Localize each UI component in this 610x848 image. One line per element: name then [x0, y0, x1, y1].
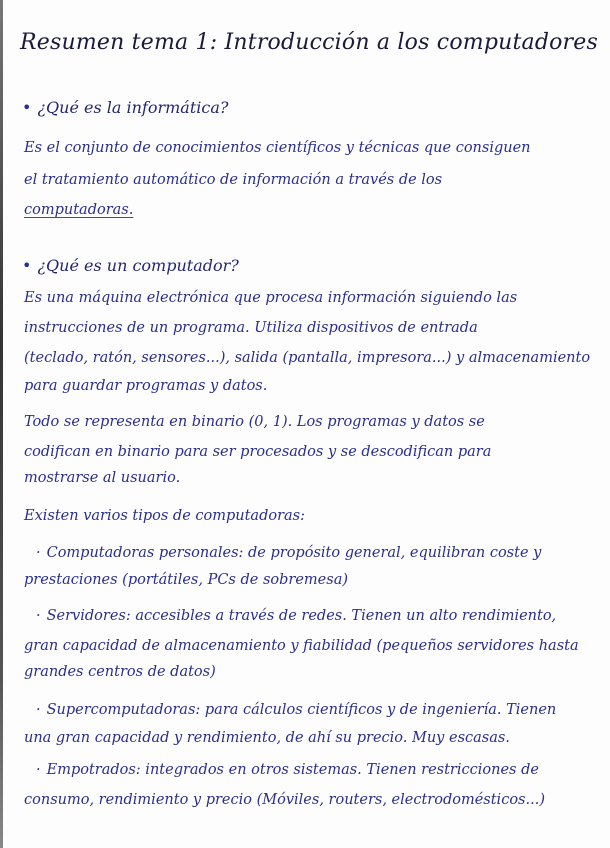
page-title: Resumen tema 1: Introducción a los computadores [20, 30, 598, 55]
type-empotrados-line-1 [36, 762, 539, 778]
type-servidores-text-1: Servidores: accesibles a través de redes. Tienen un alto rendimiento, [46, 608, 557, 624]
type-super-line-1 [36, 702, 556, 718]
page-edge [0, 0, 3, 848]
informatica-line-3: computadoras. [24, 202, 134, 218]
computador-p1-line-3: (teclado, ratón, sensores...), salida (pantalla, impresora...) y almacenamiento [24, 350, 591, 366]
computador-p1-line-4: para guardar programas y datos. [24, 378, 268, 394]
type-servidores-line-2: gran capacidad de almacenamiento y fiabilidad (pequeños servidores hasta [24, 638, 579, 654]
question-informatica-text: ¿Qué es la informática? [37, 98, 229, 117]
types-intro: Existen varios tipos de computadoras: [24, 508, 305, 524]
bullet-icon: • [22, 98, 32, 117]
bullet-icon: • [22, 256, 32, 275]
type-empotrados-text-1: Empotrados: integrados en otros sistemas. Tienen restricciones de [46, 762, 539, 778]
question-informatica [22, 98, 228, 117]
informatica-line-2: el tratamiento automático de información a través de los [24, 172, 443, 188]
bullet-icon: · [36, 702, 41, 718]
question-computador [22, 256, 239, 275]
computador-p2-line-1: Todo se representa en binario (0, 1). Los programas y datos se [24, 414, 485, 430]
computador-p1-line-1: Es una máquina electrónica que procesa información siguiendo las [24, 290, 518, 306]
question-computador-text: ¿Qué es un computador? [37, 256, 239, 275]
type-servidores-line-1 [36, 608, 556, 624]
type-personales-line-2: prestaciones (portátiles, PCs de sobremesa) [24, 572, 348, 588]
bullet-icon: · [36, 545, 41, 561]
informatica-line-1: Es el conjunto de conocimientos científicos y técnicas que consiguen [24, 140, 531, 156]
type-personales-text-1: Computadoras personales: de propósito general, equilibran coste y [46, 545, 542, 561]
type-servidores-line-3: grandes centros de datos) [24, 664, 216, 680]
bullet-icon: · [36, 608, 41, 624]
bullet-icon: · [36, 762, 41, 778]
type-empotrados-line-2: consumo, rendimiento y precio (Móviles, routers, electrodomésticos...) [24, 792, 545, 808]
type-super-text-1: Supercomputadoras: para cálculos científicos y de ingeniería. Tienen [46, 702, 557, 718]
type-super-line-2: una gran capacidad y rendimiento, de ahí su precio. Muy escasas. [24, 730, 510, 746]
computador-p2-line-2: codifican en binario para ser procesados y se descodifican para [24, 444, 492, 460]
computador-p1-line-2: instrucciones de un programa. Utiliza dispositivos de entrada [24, 320, 478, 336]
type-personales-line-1 [36, 545, 541, 561]
computador-p2-line-3: mostrarse al usuario. [24, 470, 181, 486]
